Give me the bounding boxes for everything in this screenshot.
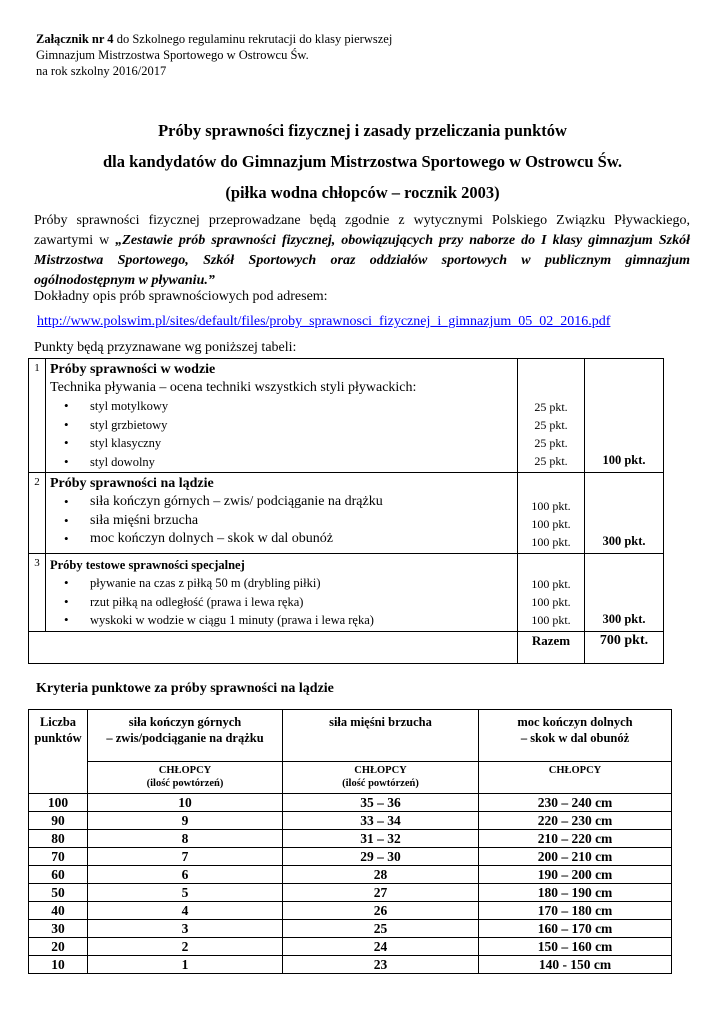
- cell: 100: [29, 794, 88, 812]
- header-text: – zwis/podciąganie na drążku: [106, 731, 264, 745]
- criteria-table: [28, 709, 672, 974]
- bullet-list: [50, 493, 513, 549]
- cell: 90: [29, 812, 88, 830]
- table-row: [29, 884, 672, 902]
- title-line-2: dla kandydatów do Gimnazjum Mistrzostwa Sportowego w Ostrowcu Św.: [102, 152, 622, 171]
- cell: 200 – 210 cm: [479, 848, 672, 866]
- cell: 50: [29, 884, 88, 902]
- points-value: 100 pkt.: [531, 499, 571, 513]
- points-value: 100 pkt.: [531, 535, 571, 549]
- header-points: Liczba punktów: [29, 710, 88, 794]
- table-row: [29, 359, 664, 473]
- cell: 28: [283, 866, 479, 884]
- cell: 20: [29, 938, 88, 956]
- bullet-list: [50, 397, 513, 471]
- attachment-header: [36, 31, 392, 79]
- row-number: 2: [29, 473, 46, 554]
- cell: 23: [283, 956, 479, 974]
- criteria-header-row: [29, 710, 672, 762]
- table-row: [29, 473, 664, 554]
- points-value: 25 pkt.: [534, 436, 568, 450]
- points-value: 25 pkt.: [534, 418, 568, 432]
- description-text: Dokładny opis prób sprawnościowych pod adresem:: [34, 289, 328, 304]
- subheader-text: CHŁOPCY: [354, 765, 407, 776]
- cell: 30: [29, 920, 88, 938]
- sum-value: 700 pkt.: [585, 631, 664, 663]
- cell: 60: [29, 866, 88, 884]
- bullet-list: [50, 574, 513, 630]
- cell: 9: [88, 812, 283, 830]
- points-value: 100 pkt.: [531, 594, 571, 609]
- header-lower-limbs: [479, 710, 672, 762]
- cell: 6: [88, 866, 283, 884]
- cell: 8: [88, 830, 283, 848]
- cell: 10: [29, 956, 88, 974]
- criteria-title: Kryteria punktowe za próby sprawności na lądzie: [36, 681, 334, 696]
- cell: 31 – 32: [283, 830, 479, 848]
- table-row: [29, 956, 672, 974]
- cell: 230 – 240 cm: [479, 794, 672, 812]
- header-text: – skok w dal obunóż: [520, 731, 630, 745]
- cell: 70: [29, 848, 88, 866]
- cell: 7: [88, 848, 283, 866]
- title-line-3: (piłka wodna chłopców – rocznik 2003): [225, 183, 500, 202]
- cell: 4: [88, 902, 283, 920]
- cell: 40: [29, 902, 88, 920]
- table-row: [29, 812, 672, 830]
- cell: 24: [283, 938, 479, 956]
- cell: 26: [283, 902, 479, 920]
- cell: 2: [88, 938, 283, 956]
- cell: 10: [88, 794, 283, 812]
- cell: 80: [29, 830, 88, 848]
- list-item: • rzut piłką na odległość (prawa i lewa ręka): [64, 593, 513, 612]
- polswim-link[interactable]: http://www.polswim.pl/sites/default/files/proby_sprawnosci_fizycznej_i_gimnazjum_05_02_2016.pdf: [37, 314, 611, 329]
- cell: 25: [283, 920, 479, 938]
- header-upper-limbs: [88, 710, 283, 762]
- row-total: 300 pkt.: [585, 554, 664, 632]
- table-row: [29, 938, 672, 956]
- row-description: [46, 554, 518, 632]
- sum-label: Razem: [518, 631, 585, 663]
- list-item: • styl motylkowy: [64, 397, 513, 416]
- list-item: • moc kończyn dolnych – skok w dal obunóż: [64, 530, 513, 549]
- table-row: [29, 920, 672, 938]
- row-subheading: Technika pływania – ocena techniki wszystkich styli pływackich:: [50, 380, 417, 395]
- list-item: • wyskoki w wodzie w ciągu 1 minuty (prawa i lewa ręka): [64, 611, 513, 630]
- points-value: 100 pkt.: [531, 576, 571, 591]
- table-row: [29, 794, 672, 812]
- cell: 140 - 150 cm: [479, 956, 672, 974]
- intro-quote: „Zestawie prób sprawności fizycznej, obowiązujących przy naborze do I klasy gimnazjum Szkół Mistrzostwa Sportowego, Szkół Sportowych oraz oddziałów sportowych w publicznym gimnazjum ogólnodostępnym w pływaniu.”: [34, 233, 690, 288]
- row-total: 300 pkt.: [585, 473, 664, 554]
- table-row: [29, 830, 672, 848]
- cell: 3: [88, 920, 283, 938]
- sum-row: [29, 631, 664, 663]
- row-total: 100 pkt.: [585, 359, 664, 473]
- subheader-text: (ilość powtórzeń): [342, 778, 419, 789]
- header-line-2: Gimnazjum Mistrzostwa Sportowego w Ostrowcu Św.: [36, 48, 309, 62]
- table-row: [29, 866, 672, 884]
- sum-blank: [29, 631, 518, 663]
- row-heading: Próby testowe sprawności specjalnej: [50, 558, 245, 572]
- list-item: • siła kończyn górnych – zwis/ podciąganie na drążku: [64, 493, 513, 512]
- header-line-3: na rok szkolny 2016/2017: [36, 64, 167, 78]
- cell: 150 – 160 cm: [479, 938, 672, 956]
- intro-text: Próby sprawności fizycznej przeprowadzane będą zgodnie z wytycznymi Polskiego Związku Pływackiego, zawartymi w: [34, 213, 690, 248]
- list-item: • styl dowolny: [64, 453, 513, 472]
- row-description: [46, 359, 518, 473]
- criteria-subheader-row: [29, 762, 672, 794]
- list-item: • styl grzbietowy: [64, 416, 513, 435]
- points-cell: [518, 554, 585, 632]
- points-table: [28, 358, 664, 664]
- header-line-1: do Szkolnego regulaminu rekrutacji do klasy pierwszej: [113, 32, 393, 46]
- header-text: siła kończyn górnych: [128, 715, 242, 729]
- row-number: 1: [29, 359, 46, 473]
- subheader-boys: [88, 762, 283, 794]
- points-value: 25 pkt.: [534, 400, 568, 414]
- cell: 180 – 190 cm: [479, 884, 672, 902]
- row-number: 3: [29, 554, 46, 632]
- row-heading: Próby sprawności na lądzie: [50, 476, 214, 491]
- row-heading: Próby sprawności w wodzie: [50, 362, 216, 377]
- points-cell: [518, 473, 585, 554]
- table-row: [29, 848, 672, 866]
- cell: 160 – 170 cm: [479, 920, 672, 938]
- intro-paragraph: [34, 211, 690, 291]
- cell: 220 – 230 cm: [479, 812, 672, 830]
- cell: 27: [283, 884, 479, 902]
- points-value: 100 pkt.: [531, 612, 571, 627]
- header-abdominal: siła mięśni brzucha: [283, 710, 479, 762]
- cell: 210 – 220 cm: [479, 830, 672, 848]
- attachment-number: Załącznik nr 4: [36, 32, 114, 46]
- cell: 35 – 36: [283, 794, 479, 812]
- cell: 5: [88, 884, 283, 902]
- header-text: moc kończyn dolnych: [517, 715, 633, 729]
- list-item: • styl klasyczny: [64, 434, 513, 453]
- cell: 190 – 200 cm: [479, 866, 672, 884]
- list-item: • pływanie na czas z piłką 50 m (drybling piłki): [64, 574, 513, 593]
- row-description: [46, 473, 518, 554]
- list-item: • siła mięśni brzucha: [64, 512, 513, 531]
- cell: 170 – 180 cm: [479, 902, 672, 920]
- points-value: 25 pkt.: [534, 454, 568, 468]
- cell: 29 – 30: [283, 848, 479, 866]
- subheader-text: (ilość powtórzeń): [146, 778, 224, 789]
- table-row: [29, 902, 672, 920]
- cell: 33 – 34: [283, 812, 479, 830]
- title-line-1: Próby sprawności fizycznej i zasady przeliczania punktów: [158, 121, 567, 140]
- subheader-text: CHŁOPCY: [158, 765, 212, 776]
- points-intro-text: Punkty będą przyznawane wg poniższej tabeli:: [34, 340, 297, 355]
- points-cell: [518, 359, 585, 473]
- points-value: 100 pkt.: [531, 517, 571, 531]
- subheader-boys: CHŁOPCY: [479, 762, 672, 794]
- cell: 1: [88, 956, 283, 974]
- table-row: [29, 554, 664, 632]
- subheader-boys: [283, 762, 479, 794]
